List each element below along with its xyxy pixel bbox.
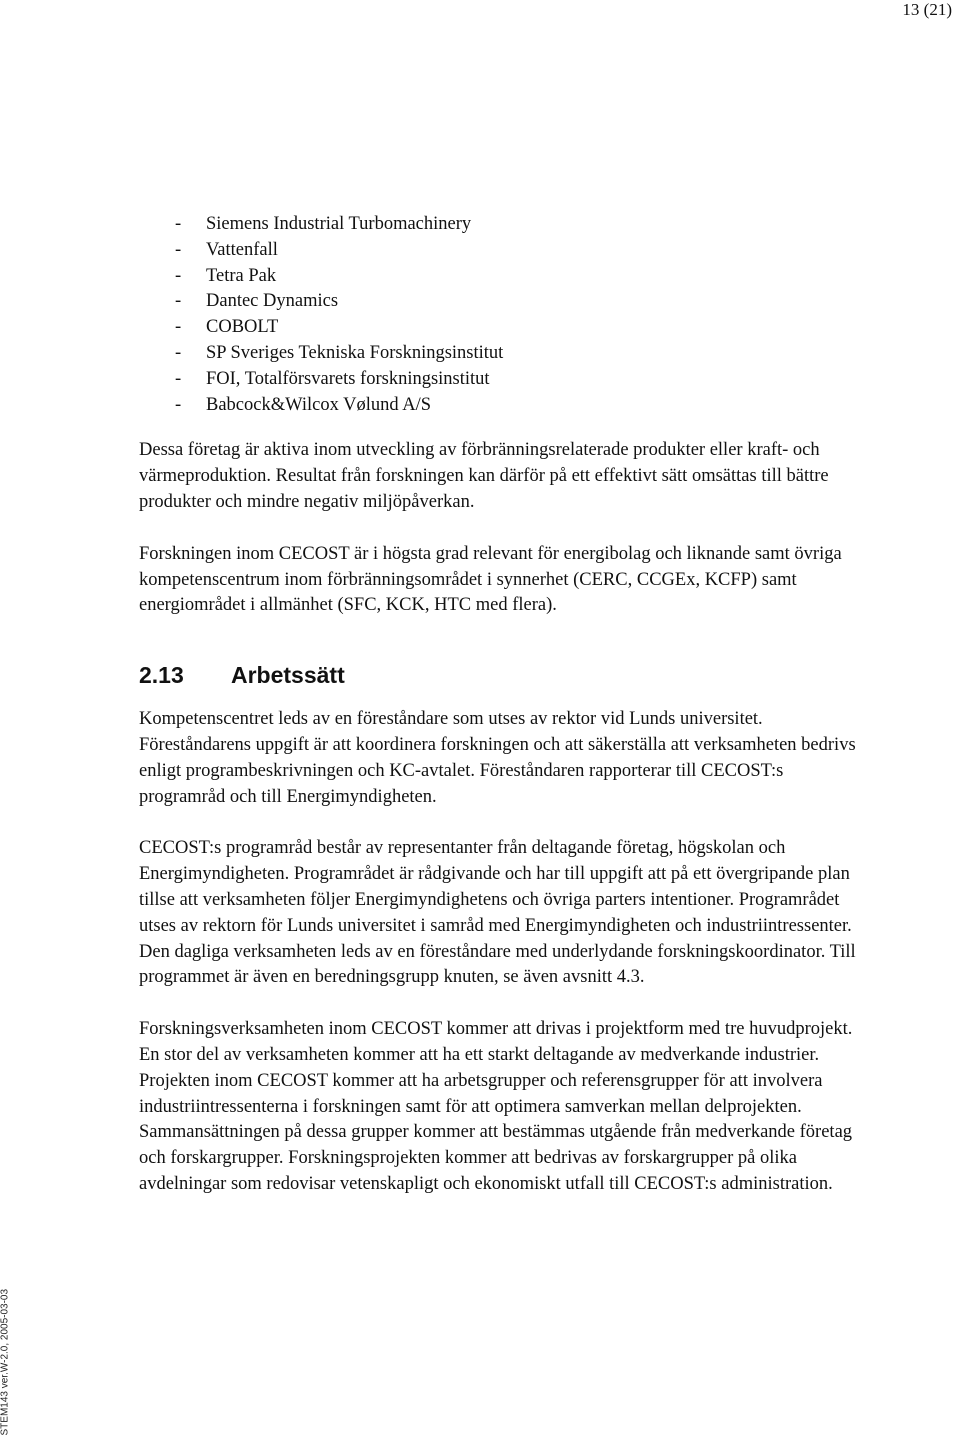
list-item: - SP Sveriges Tekniska Forskningsinstitut [139,341,869,367]
list-item: - FOI, Totalförsvarets forskningsinstitut [139,367,869,393]
list-item: - Babcock&Wilcox Vølund A/S [139,393,869,419]
list-item: - Dantec Dynamics [139,289,869,315]
section-title: Arbetssätt [231,662,345,689]
bullet-dash: - [175,342,182,363]
bullet-dash: - [175,291,182,312]
document-version-stamp: STEM143 ver.W-2.0, 2005-03-03 [0,1288,11,1436]
paragraph-research-organization: Forskningsverksamheten inom CECOST kommer att drivas i projektform med tre huvudprojekt. En stor del av verksamheten kommer att ha ett starkt deltagande av medverkande industrier. Projekten inom CECOST kommer att ha arbetsgrupper och referensgrupper för att involvera industriintressenterna i forskningen samt för att optimera samverkan mellan delprojekten. Sammansättningen på dessa grupper kommer att bestämmas utgående från medverkande företag och forskargrupper. Forskningsprojekten kommer att bedrivas av forskargrupper på olika avdelningar som redovisar vetenskapligt och ekonomiskt utfall till CECOST:s administration. [139,1019,853,1194]
list-item: - Tetra Pak [139,264,869,290]
partner-list [139,212,869,418]
bullet-dash: - [175,317,182,338]
paragraph-program-council: CECOST:s programråd består av representanter från deltagande företag, högskolan och Energimyndigheten. Programrådet är rådgivande och har till uppgift att på ett övergripande plan tillse att verksamheten följer Energimyndighetens och övriga parters intentioner. Programrådet utses av rektorn för Lunds universitet i samråd med Energimyndigheten och industriintressenter. Den dagliga verksamheten leds av en föreståndare med underlydande forskningskoordinator. Till programmet är även en beredningsgrupp knuten, se även avsnitt 4.3. [139,838,856,988]
section-number: 2.13 [139,662,184,689]
section-heading [139,661,869,689]
bullet-dash: - [175,214,182,234]
bullet-dash: - [175,368,182,389]
list-item: - Vattenfall [139,238,869,264]
paragraph-leadership: Kompetenscentret leds av en föreståndare som utses av rektor vid Lunds universitet. Föreståndarens uppgift är att koordinera forskningen och att säkerställa att verksamheten bedrivs enligt programbeskrivningen och KC-avtalet. Föreståndaren rapporterar till CECOST:s programråd och till Energimyndigheten. [139,709,856,807]
page-number: 13 (21) [902,0,952,19]
bullet-dash: - [175,265,182,286]
bullet-dash: - [175,394,182,415]
paragraph-partners-activity: Dessa företag är aktiva inom utveckling av förbränningsrelaterade produkter eller kraft- och värmeproduktion. Resultat från forskningen kan därför på ett effektivt sätt omsättas till bättre produkter och mindre negativ miljöpåverkan. [139,440,829,512]
list-item: - Siemens Industrial Turbomachinery [139,212,869,238]
document-body [139,212,869,1198]
list-item: - COBOLT [139,315,869,341]
paragraph-relevance: Forskningen inom CECOST är i högsta grad relevant för energibolag och liknande samt övriga kompetenscentrum inom förbränningsområdet i synnerhet (CERC, CCGEx, KCFP) samt energiområdet i allmänhet (SFC, KCK, HTC med flera). [139,543,842,616]
bullet-dash: - [175,239,182,260]
